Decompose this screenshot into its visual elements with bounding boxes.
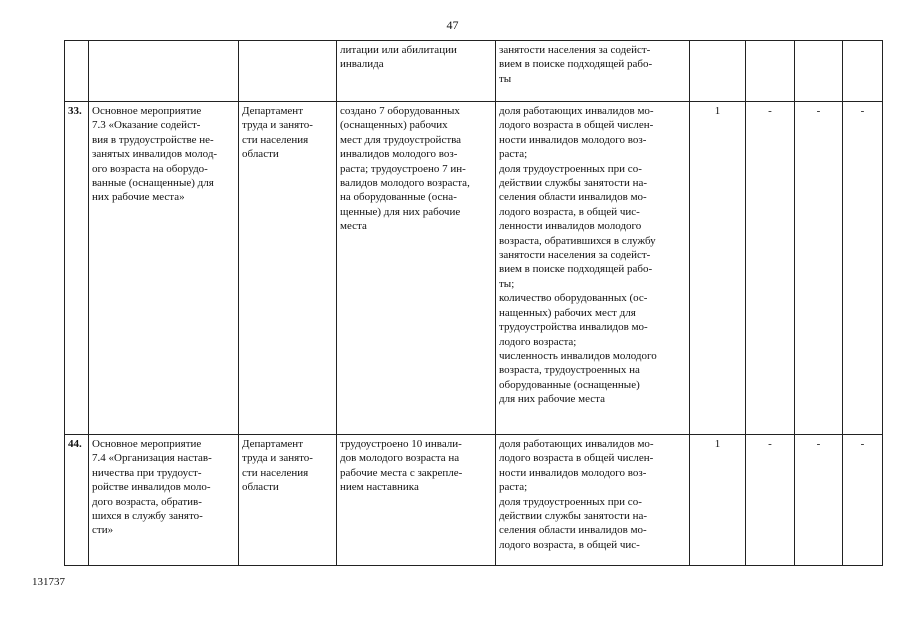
page-number: 47 [446, 18, 459, 32]
text-line: Департамент [242, 105, 304, 117]
text-line: численность инвалидов молодого [499, 349, 657, 362]
text-line: дов молодого возраста на [340, 452, 460, 465]
expected-result-cell [337, 41, 496, 102]
text-line: инвалидов молодого воз- [340, 148, 458, 161]
text-line: ности инвалидов молодого воз- [499, 133, 647, 146]
text-line: сти населения [242, 466, 309, 479]
executor-cell [239, 41, 337, 102]
text-line: дого возраста, обратив- [92, 495, 202, 508]
value-cell-1: 1 [690, 435, 746, 566]
text-line: занятых инвалидов молод- [92, 148, 218, 161]
text-line: занятости населения за содейст- [499, 249, 651, 262]
indicator-cell [496, 102, 690, 435]
text-line: ничества при трудоуст- [92, 466, 202, 479]
text-line: рабочие места с закрепле- [340, 466, 463, 479]
executor-cell [239, 435, 337, 566]
text-line: сти» [92, 524, 114, 537]
text-line: Основное мероприятие [92, 438, 202, 450]
text-line: (оснащенных) рабочих [340, 119, 448, 132]
value-cell-3: - [795, 102, 843, 435]
text-line: для них рабочие места [499, 393, 605, 406]
text-line: ты; [499, 277, 515, 290]
text-line: мест для трудоустройства [340, 133, 462, 146]
text-line: доля работающих инвалидов мо- [499, 438, 654, 450]
text-line: трудоустройства инвалидов мо- [499, 321, 648, 334]
text-line: лодого возраста в общей числен- [499, 119, 654, 132]
text-line: лодого возраста, в общей чис- [499, 538, 640, 551]
text-line: литации или абилитации [340, 44, 457, 56]
text-line: места [340, 220, 367, 233]
value-cell-1 [690, 41, 746, 102]
text-line: сти населения [242, 133, 309, 146]
text-line: лодого возраста; [499, 335, 577, 348]
value-cell-2 [746, 41, 795, 102]
text-line: вием в поиске подходящей рабо- [499, 263, 653, 276]
expected-result-cell [337, 435, 496, 566]
text-line: вием в поиске подходящей рабо- [499, 58, 653, 71]
text-line: ленности инвалидов молодого [499, 220, 642, 233]
indicator-cell [496, 41, 690, 102]
text-line: инвалида [340, 58, 384, 71]
text-line: возраста, обратившихся в службу [499, 234, 656, 247]
text-line: валидов молодого возраста, [340, 177, 470, 190]
text-line: доля трудоустроенных при со- [499, 495, 642, 508]
text-line: доля работающих инвалидов мо- [499, 105, 654, 117]
table-row-33 [65, 102, 883, 435]
text-line: Департамент [242, 438, 304, 450]
text-line: шихся в службу занято- [92, 510, 203, 523]
text-line: действии службы занятости на- [499, 510, 648, 523]
executor-cell [239, 102, 337, 435]
text-line: труда и занято- [242, 452, 313, 465]
text-line: возраста, трудоустроенных на [499, 364, 640, 377]
text-line: нащенных) рабочих мест для [499, 306, 636, 319]
table-row-continuation [65, 41, 883, 102]
text-line: области [242, 148, 279, 161]
indicator-cell [496, 435, 690, 566]
text-line: 7.3 «Оказание содейст- [92, 119, 201, 132]
text-line: лодого возраста, в общей чис- [499, 205, 640, 218]
row-number-cell: 44. [65, 435, 89, 566]
text-line: лодого возраста в общей числен- [499, 452, 654, 465]
value-cell-1: 1 [690, 102, 746, 435]
text-line: нием наставника [340, 481, 419, 494]
text-line: раста; трудоустроено 7 ин- [340, 162, 466, 175]
measures-table [64, 40, 883, 566]
table-row-44 [65, 435, 883, 566]
text-line: ванные (оснащенные) для [92, 177, 214, 190]
text-line: ты [499, 72, 512, 85]
text-line: области [242, 481, 279, 494]
value-cell-4: - [843, 102, 883, 435]
text-line: 7.4 «Организация настав- [92, 452, 212, 465]
text-line: ого возраста на оборудо- [92, 162, 208, 175]
text-line: раста; [499, 148, 528, 161]
text-line: ройстве инвалидов моло- [92, 481, 211, 494]
text-line: ности инвалидов молодого воз- [499, 466, 647, 479]
text-line: них рабочие места» [92, 191, 185, 204]
measure-name-cell [89, 435, 239, 566]
text-line: трудоустроено 10 инвали- [340, 438, 462, 450]
text-line: селения области инвалидов мо- [499, 524, 647, 537]
value-cell-4: - [843, 435, 883, 566]
measure-name-cell [89, 41, 239, 102]
text-line: на оборудованные (осна- [340, 191, 457, 204]
text-line: Основное мероприятие [92, 105, 202, 117]
text-line: труда и занято- [242, 119, 313, 132]
text-line: вия в трудоустройстве не- [92, 133, 214, 146]
text-line: раста; [499, 481, 528, 494]
text-line: щенные) для них рабочие [340, 205, 461, 218]
text-line: создано 7 оборудованных [340, 105, 460, 117]
value-cell-4 [843, 41, 883, 102]
footer-code: 131737 [32, 576, 65, 588]
text-line: занятости населения за содейст- [499, 44, 651, 56]
expected-result-cell [337, 102, 496, 435]
row-number-cell: 33. [65, 102, 89, 435]
text-line: селения области инвалидов мо- [499, 191, 647, 204]
measure-name-cell [89, 102, 239, 435]
value-cell-2: - [746, 435, 795, 566]
value-cell-3 [795, 41, 843, 102]
value-cell-3: - [795, 435, 843, 566]
text-line: доля трудоустроенных при со- [499, 162, 642, 175]
value-cell-2: - [746, 102, 795, 435]
row-number-cell [65, 41, 89, 102]
text-line: действии службы занятости на- [499, 177, 648, 190]
text-line: количество оборудованных (ос- [499, 292, 648, 305]
table-body [65, 41, 883, 566]
text-line: оборудованные (оснащенные) [499, 378, 640, 391]
